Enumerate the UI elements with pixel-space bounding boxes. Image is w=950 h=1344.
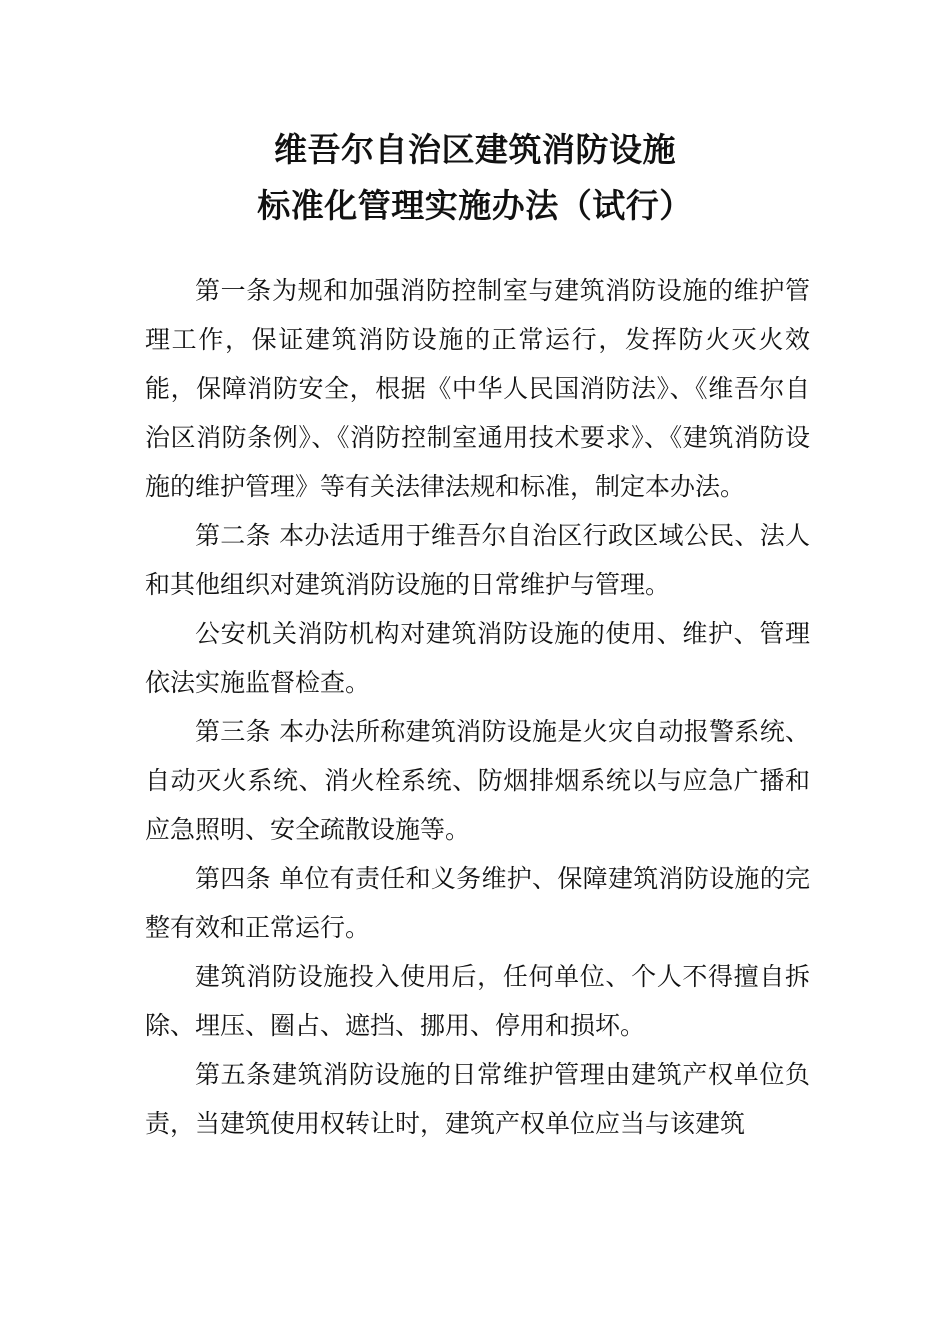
article-1-paragraph: 第一条为规和加强消防控制室与建筑消防设施的维护管理工作，保证建筑消防设施的正常运行，发挥防火灭火效能，保障消防安全，根据《中华人民国消防法》、《维吾尔自治区消防条例》、《消防控制室通用技术要求》、《建筑消防设施的维护管理》等有关法律法规和标准，制定本办法。 — [145, 276, 810, 501]
article-3-paragraph: 第三条 本办法所称建筑消防设施是火灾自动报警系统、自动灭火系统、消火栓系统、防烟排烟系统以与应急广播和应急照明、安全疏散设施等。 — [145, 717, 810, 844]
title-line-1: 维吾尔自治区建筑消防设施 — [274, 130, 676, 169]
article-2-paragraph: 第二条 本办法适用于维吾尔自治区行政区域公民、法人和其他组织对建筑消防设施的日常维护与管理。 — [145, 521, 810, 599]
article-5-paragraph: 第五条建筑消防设施的日常维护管理由建筑产权单位负责，当建筑使用权转让时，建筑产权单位应当与该建筑 — [145, 1060, 810, 1138]
document-title — [0, 122, 950, 234]
article-2-supervision-paragraph: 公安机关消防机构对建筑消防设施的使用、维护、管理依法实施监督检查。 — [145, 619, 810, 697]
document-body — [145, 266, 810, 1148]
article-4-prohibition-paragraph: 建筑消防设施投入使用后，任何单位、个人不得擅自拆除、埋压、圈占、遮挡、挪用、停用和损坏。 — [145, 962, 810, 1040]
article-4-paragraph: 第四条 单位有责任和义务维护、保障建筑消防设施的完整有效和正常运行。 — [145, 864, 810, 942]
title-line-2: 标准化管理实施办法（试行） — [257, 186, 693, 225]
